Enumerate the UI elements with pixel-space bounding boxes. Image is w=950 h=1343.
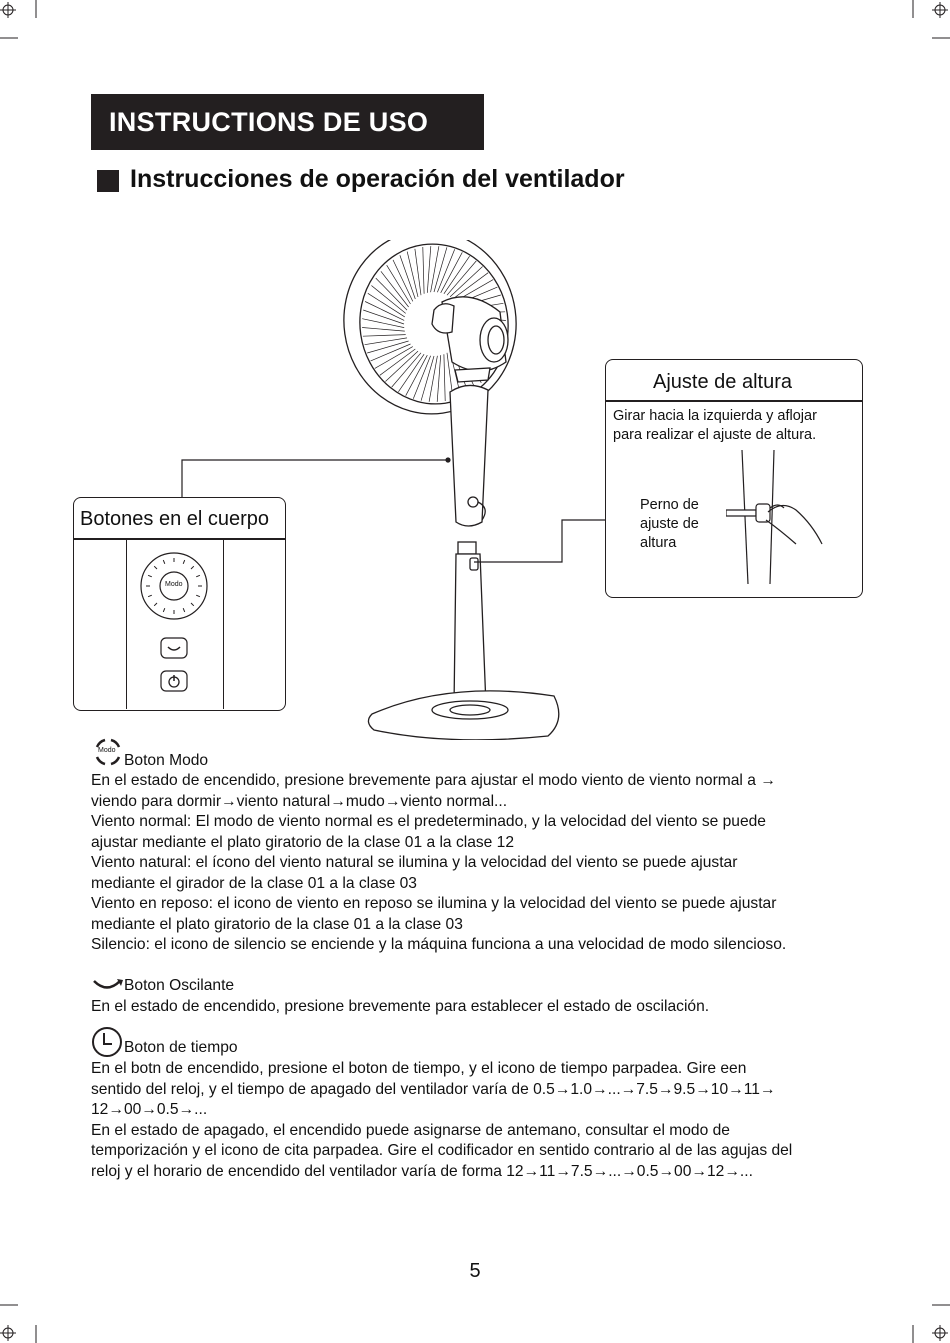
callout-line: Girar hacia la izquierda y aflojar — [613, 408, 817, 424]
page-number: 5 — [469, 1260, 481, 1282]
timer-line: reloj y el horario de encendido del ventilador varía de forma 12→11→7.5→...→0.5→00→12→... — [91, 1163, 753, 1180]
mode-line: mediante el plato giratorio de la clase 01 a la clase 03 — [91, 916, 463, 933]
timer-line: temporización y el icono de cita parpadea. Gire el codificador en sentido contrario al de las agujas del — [91, 1142, 793, 1159]
section-title: Instrucciones de operación del ventilador — [130, 165, 625, 193]
mode-line: Viento normal: El modo de viento normal es el predeterminado, y la velocidad del viento se puede — [91, 813, 766, 830]
dial-mode-label: Modo — [165, 581, 183, 588]
clock-icon — [91, 1026, 125, 1058]
hand-bolt-icon — [726, 448, 856, 588]
mode-line: ajustar mediante el plato giratorio de la clase 01 a la clase 12 — [91, 834, 515, 851]
mode-line: Viento en reposo: el icono de viento en reposo se ilumina y la velocidad del viento se puede ajustar — [91, 895, 777, 912]
timer-line: sentido del reloj, y el tiempo de apagado del ventilador varía de 0.5→1.0→...→7.5→9.5→10→11→ — [91, 1081, 776, 1098]
mode-heading: Boton Modo — [124, 752, 209, 769]
body-buttons-callout — [73, 497, 286, 711]
oscillate-icon — [91, 978, 125, 994]
callout-title: Ajuste de altura — [653, 371, 792, 393]
power-button — [160, 670, 188, 694]
bolt-label: ajuste de — [640, 516, 699, 532]
callout-title: Botones en el cuerpo — [80, 508, 270, 530]
timer-line: En el estado de apagado, el encendido puede asignarse de antemano, consultar el modo de — [91, 1122, 730, 1139]
mode-icon-label: Modo — [98, 747, 116, 754]
mode-line: En el estado de encendido, presione brevemente para ajustar el modo viento de viento normal a → — [91, 772, 776, 789]
divider — [606, 400, 862, 402]
mode-line: Viento natural: el ícono del viento natural se ilumina y la velocidad del viento se puede ajustar — [91, 854, 738, 871]
oscillate-heading: Boton Oscilante — [124, 977, 235, 994]
timer-line: 12→00→0.5→... — [91, 1101, 208, 1118]
callout-line: para realizar el ajuste de altura. — [613, 427, 817, 443]
mode-line: Silencio: el icono de silencio se enciende y la máquina funciona a una velocidad de modo silencioso. — [91, 936, 787, 953]
bolt-label: Perno de — [640, 497, 699, 513]
mode-line: mediante el girador de la clase 01 a la clase 03 — [91, 875, 417, 892]
oscillate-line: En el estado de encendido, presione brevemente para establecer el estado de oscilación. — [91, 998, 710, 1015]
bolt-label: altura — [640, 535, 677, 551]
oscillate-button — [160, 637, 188, 661]
mode-line: viendo para dormir→viento natural→mudo→viento normal... — [91, 793, 508, 810]
timer-line: En el botn de encendido, presione el boton de tiempo, y el icono de tiempo parpadea. Gire een — [91, 1060, 747, 1077]
height-adjust-callout — [605, 359, 863, 598]
timer-heading: Boton de tiempo — [124, 1039, 238, 1056]
header-title: INSTRUCTIONS DE USO — [109, 107, 429, 137]
